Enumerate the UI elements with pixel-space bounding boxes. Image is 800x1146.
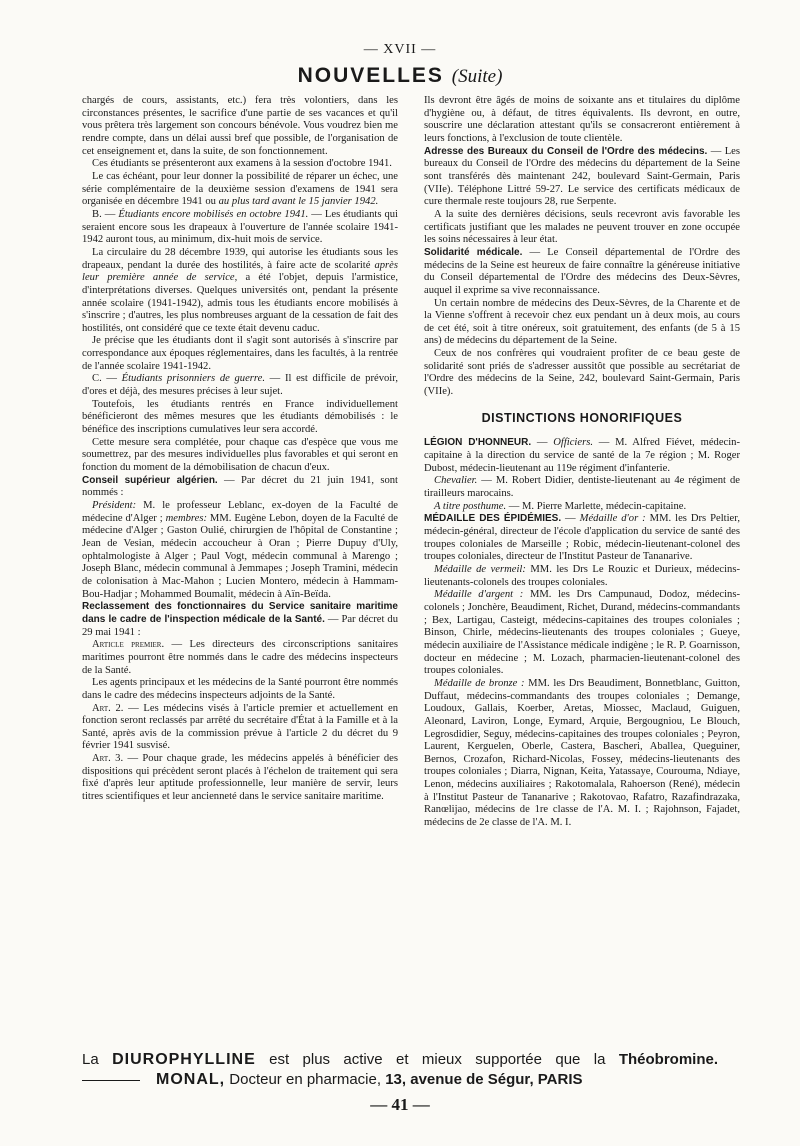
- paragraph: Médaille de vermeil: MM. les Drs Le Rouzic et Durieux, médecins-lieutenants-colonels des troupes coloniales.: [424, 563, 740, 588]
- paragraph: Médaille de bronze : MM. les Drs Beaudiment, Bonnetblanc, Guitton, Duffaut, médecins-commandants des troupes coloniales ; Demange, Loudoux, Gallais, Koerber, Aretas, Miossec, Maclaud, Guiguen, Aleonard, Laviron, Longe, Eymard, Arquie, Bergougniou, Le Blouch, Legrosdidier, Seguy, médecins-capitaines des troupes coloniales ; Peyron, Laurent, Kerguelen, Oberle, Castera, Bascheri, Aballea, Queguiner, Bernos, Crozafon, Richard-Nicolas, Fossey, médecins-lieutenants des troupes coloniales ; Diarra, Nignan, Keita, Yatassaye, Courouma, Ndiaye, Lenon, médecins auxiliaires ; Rakotomalala, Rahoerson (René), médecin à l'Institut Pasteur de Tananarive ; Rakotovao, Rafatro, Razafindrazaka, Ranœlijao, médecins de 1re classe de l'A. M. I. ; Rajohnson, Fajadet, médecins de 2e classe de l'A. M. I.: [424, 677, 740, 829]
- right-column: [424, 95, 740, 830]
- paragraph: Président: M. le professeur Leblanc, ex-doyen de la Faculté de médecine d'Alger ; membres: MM. Eugène Lebon, doyen de la Faculté de médecine d'Alger ; Gaston Oulié, chirurgien de l'hôpital de Constantine ; Jean de Vesian, médecin accoucheur à Oran ; Pierre Dupuy d'Uly, ophtalmologiste à Alger ; Paul Vogt, médecin communal à Marengo ; Joseph Blanc, médecin communal à Jemmapes ; Joseph Tramini, médecin de colonisation à Mac-Mahon ; Lucien Montero, médecin à Hammam-Bou-Hadjar ; Mohammed Boumalit, médecin à Aïn-Beïda.: [82, 500, 398, 600]
- section-heading: DISTINCTIONS HONORIFIQUES: [481, 410, 683, 425]
- paragraph: Je précise que les étudiants dont il s'agit sont autorisés à s'inscrire par correspondance aux époques réglementaires, dans les facultés, à la rentrée de l'année scolaire 1941-1942.: [82, 335, 398, 372]
- paragraph: Adresse des Bureaux du Conseil de l'Ordre des médecins. — Les bureaux du Conseil de l'Ordre des médecins du département de la Seine sont transférés dès maintenant 242, boulevard Saint-Germain, Paris (VIIe). Téléphone Littré 59-27. Le service des certificats médicaux de cure thermale reste toujours 28, rue Serpente.: [424, 145, 740, 208]
- paragraph: Ils devront être âgés de moins de soixante ans et titulaires du diplôme d'hygiène ou, à défaut, de titres équivalents. Ils devront, en outre, souscrire une déclaration attestant qu'ils se consacreront entièrement à leurs fonctions, à l'exclusion de toute clientèle.: [424, 95, 740, 144]
- paragraph: Cette mesure sera complétée, pour chaque cas d'espèce que vous me soumettrez, par des mesures individuelles plus favorables et qui seront en fonction du moment de la démobilisation de chacun d'eux.: [82, 436, 398, 474]
- title-suite: (Suite): [451, 66, 503, 87]
- paragraph: LÉGION D'HONNEUR. — Officiers. — M. Alfred Fiévet, médecin-capitaine à la direction du service de santé de la 7e région ; M. Roger Dubost, médecin-lieutenant au 119e régiment d'infanterie.: [424, 437, 740, 474]
- advertisement-line-2: MONAL, Docteur en pharmacie, 13, avenue de Ségur, PARIS: [82, 1071, 718, 1089]
- paragraph: A titre posthume. — M. Pierre Marlette, médecin-capitaine.: [434, 500, 687, 512]
- paragraph: Reclassement des fonctionnaires du Service sanitaire maritime dans le cadre de l'inspection médicale de la Santé. — Par décret du 29 mai 1941 :: [82, 601, 398, 638]
- paragraph: Un certain nombre de médecins des Deux-Sèvres, de la Charente et de la Vienne s'offrent à recevoir chez eux pendant un à deux mois, au cours de cet été, soit à titre onéreux, soit gratuitement, des enfants (de 5 à 15 ans) de médecins du département de la Seine.: [424, 297, 740, 347]
- paragraph: Chevalier. — M. Robert Didier, dentiste-lieutenant au 4e régiment de tirailleurs marocains.: [424, 475, 740, 500]
- page-number: — 41 —: [370, 1095, 430, 1114]
- paragraph: MÉDAILLE DES ÉPIDÉMIES. — Médaille d'or : MM. les Drs Peltier, médecin-général, directeur de l'école d'application du service de santé des troupes coloniales de Marseille ; Robic, médecin-lieutenant-colonel des troupes coloniales, directeur de l'Institut Pasteur de Tananarive.: [424, 513, 741, 563]
- left-column: [82, 95, 398, 804]
- paragraph: La circulaire du 28 décembre 1939, qui autorise les étudiants sous les drapeaux, pendant la durée des hostilités, à faire acte de scolarité après leur première année de service, a été l'objet, depuis l'armistice, d'interprétations diverses. Quelques universités ont, pendant la présente année scolaire (1941-1942), admis tous les étudiants encore mobilisés à s'inscrire ; d'autres, les plus nombreuses arguant de la cessation de fait des hostilités, ont considéré que ce texte était devenu caduc.: [82, 246, 398, 334]
- rule-dash: [82, 1080, 140, 1081]
- title-main: NOUVELLES: [297, 64, 444, 87]
- paragraph: Art. 3. — Pour chaque grade, les médecins appelés à bénéficier des dispositions qui précèdent seront placés à l'échelon de traitement qui sera fixé d'après leur aptitude professionnelle, leur manière de servir, leurs titres scientifiques et leur ancienneté dans le service sanitaire maritime.: [82, 753, 398, 803]
- paragraph: Solidarité médicale. — Le Conseil départemental de l'Ordre des médecins de la Seine est heureux de faire connaître la généreuse initiative du Conseil départemental de l'Ordre des médecins des Deux-Sèvres, auquel il exprime sa vive reconnaissance.: [424, 246, 740, 296]
- paragraph: A la suite des dernières décisions, seuls recevront avis favorable les certificats justifiant que les malades ne peuvent trouver en zone occupée les soins nécessaires à leur état.: [424, 208, 740, 246]
- paragraph: Le cas échéant, pour leur donner la possibilité de réparer un échec, une série complémentaire de la deuxième session d'examens de 1941 sera organisée en décembre 1941 ou au plus tard avant le 15 janvier 1942.: [82, 170, 398, 208]
- paragraph: B. — Étudiants encore mobilisés en octobre 1941. — Les étudiants qui seraient encore sous les drapeaux à l'ouverture de l'année scolaire 1941-1942 auront tous, au minimum, dix-huit mois de service.: [82, 208, 399, 246]
- advertisement-line-1: La DIUROPHYLLINE est plus active et mieux supportée que la Théobromine.: [82, 1051, 719, 1068]
- paragraph: Art. 2. — Les médecins visés à l'article premier et actuellement en fonction seront reclassés par arrêté du secrétaire d'État à la Famille et à la Santé, après avis de la commission prévue à l'article 2 du décret du 9 février 1941 susvisé.: [82, 702, 398, 752]
- paragraph: C. — Étudiants prisonniers de guerre. — Il est difficile de prévoir, d'ores et déjà, des mesures précises à leur sujet.: [82, 373, 398, 398]
- paragraph: Article premier. — Les directeurs des circonscriptions sanitaires maritimes pourront être nommés dans le cadre des médecins inspecteurs de la Santé.: [82, 639, 398, 676]
- page-title: [0, 64, 800, 88]
- paragraph: Toutefois, les étudiants rentrés en France individuellement bénéficieront des mêmes mesures que les étudiants démobilisés : le bénéfice des inscriptions cumulatives leur sera accordé.: [82, 398, 398, 436]
- paragraph: Ces étudiants se présenteront aux examens à la session d'octobre 1941.: [92, 158, 392, 170]
- paragraph: chargés de cours, assistants, etc.) fera très volontiers, dans les circonstances présentes, le sacrifice d'une partie de ses vacances et qu'il vous prêtera très largement son concours bénévole. Vous voudrez bien me rendre compte, dans un délai aussi bref que possible, de l'organisation de cet enseignement et, dans la suite, de son fonctionnement.: [82, 95, 398, 157]
- page-roman-number: — XVII —: [363, 42, 437, 57]
- paragraph: Médaille d'argent : MM. les Drs Campunaud, Dodoz, médecins-colonels ; Jonchère, Beaudiment, Richet, Durand, médecins-commandants ; Bex, Lartigau, Casteigt, médecins-capitaines des troupes coloniales ; Binson, Chirle, médecins-lieutenants des troupes coloniales ; Gueye, médecin auxiliaire de l'Assistance médicale indigène ; le R. P. Goarnisson, docteur en médecine ; M. Lozach, pharmacien-lieutenant-colonel des troupes coloniales.: [424, 589, 741, 677]
- paragraph: Conseil supérieur algérien. — Par décret du 21 juin 1941, sont nommés :: [82, 474, 398, 499]
- paragraph: Ceux de nos confrères qui voudraient profiter de ce beau geste de solidarité sont priés de s'adresser aussitôt que possible au secrétariat de l'Ordre des médecins de la Seine, 242, boulevard Saint-Germain, Paris (VIIe).: [424, 348, 740, 398]
- paragraph: Les agents principaux et les médecins de la Santé pourront être nommés dans le cadre des médecins inspecteurs adjoints de la Santé.: [82, 677, 398, 701]
